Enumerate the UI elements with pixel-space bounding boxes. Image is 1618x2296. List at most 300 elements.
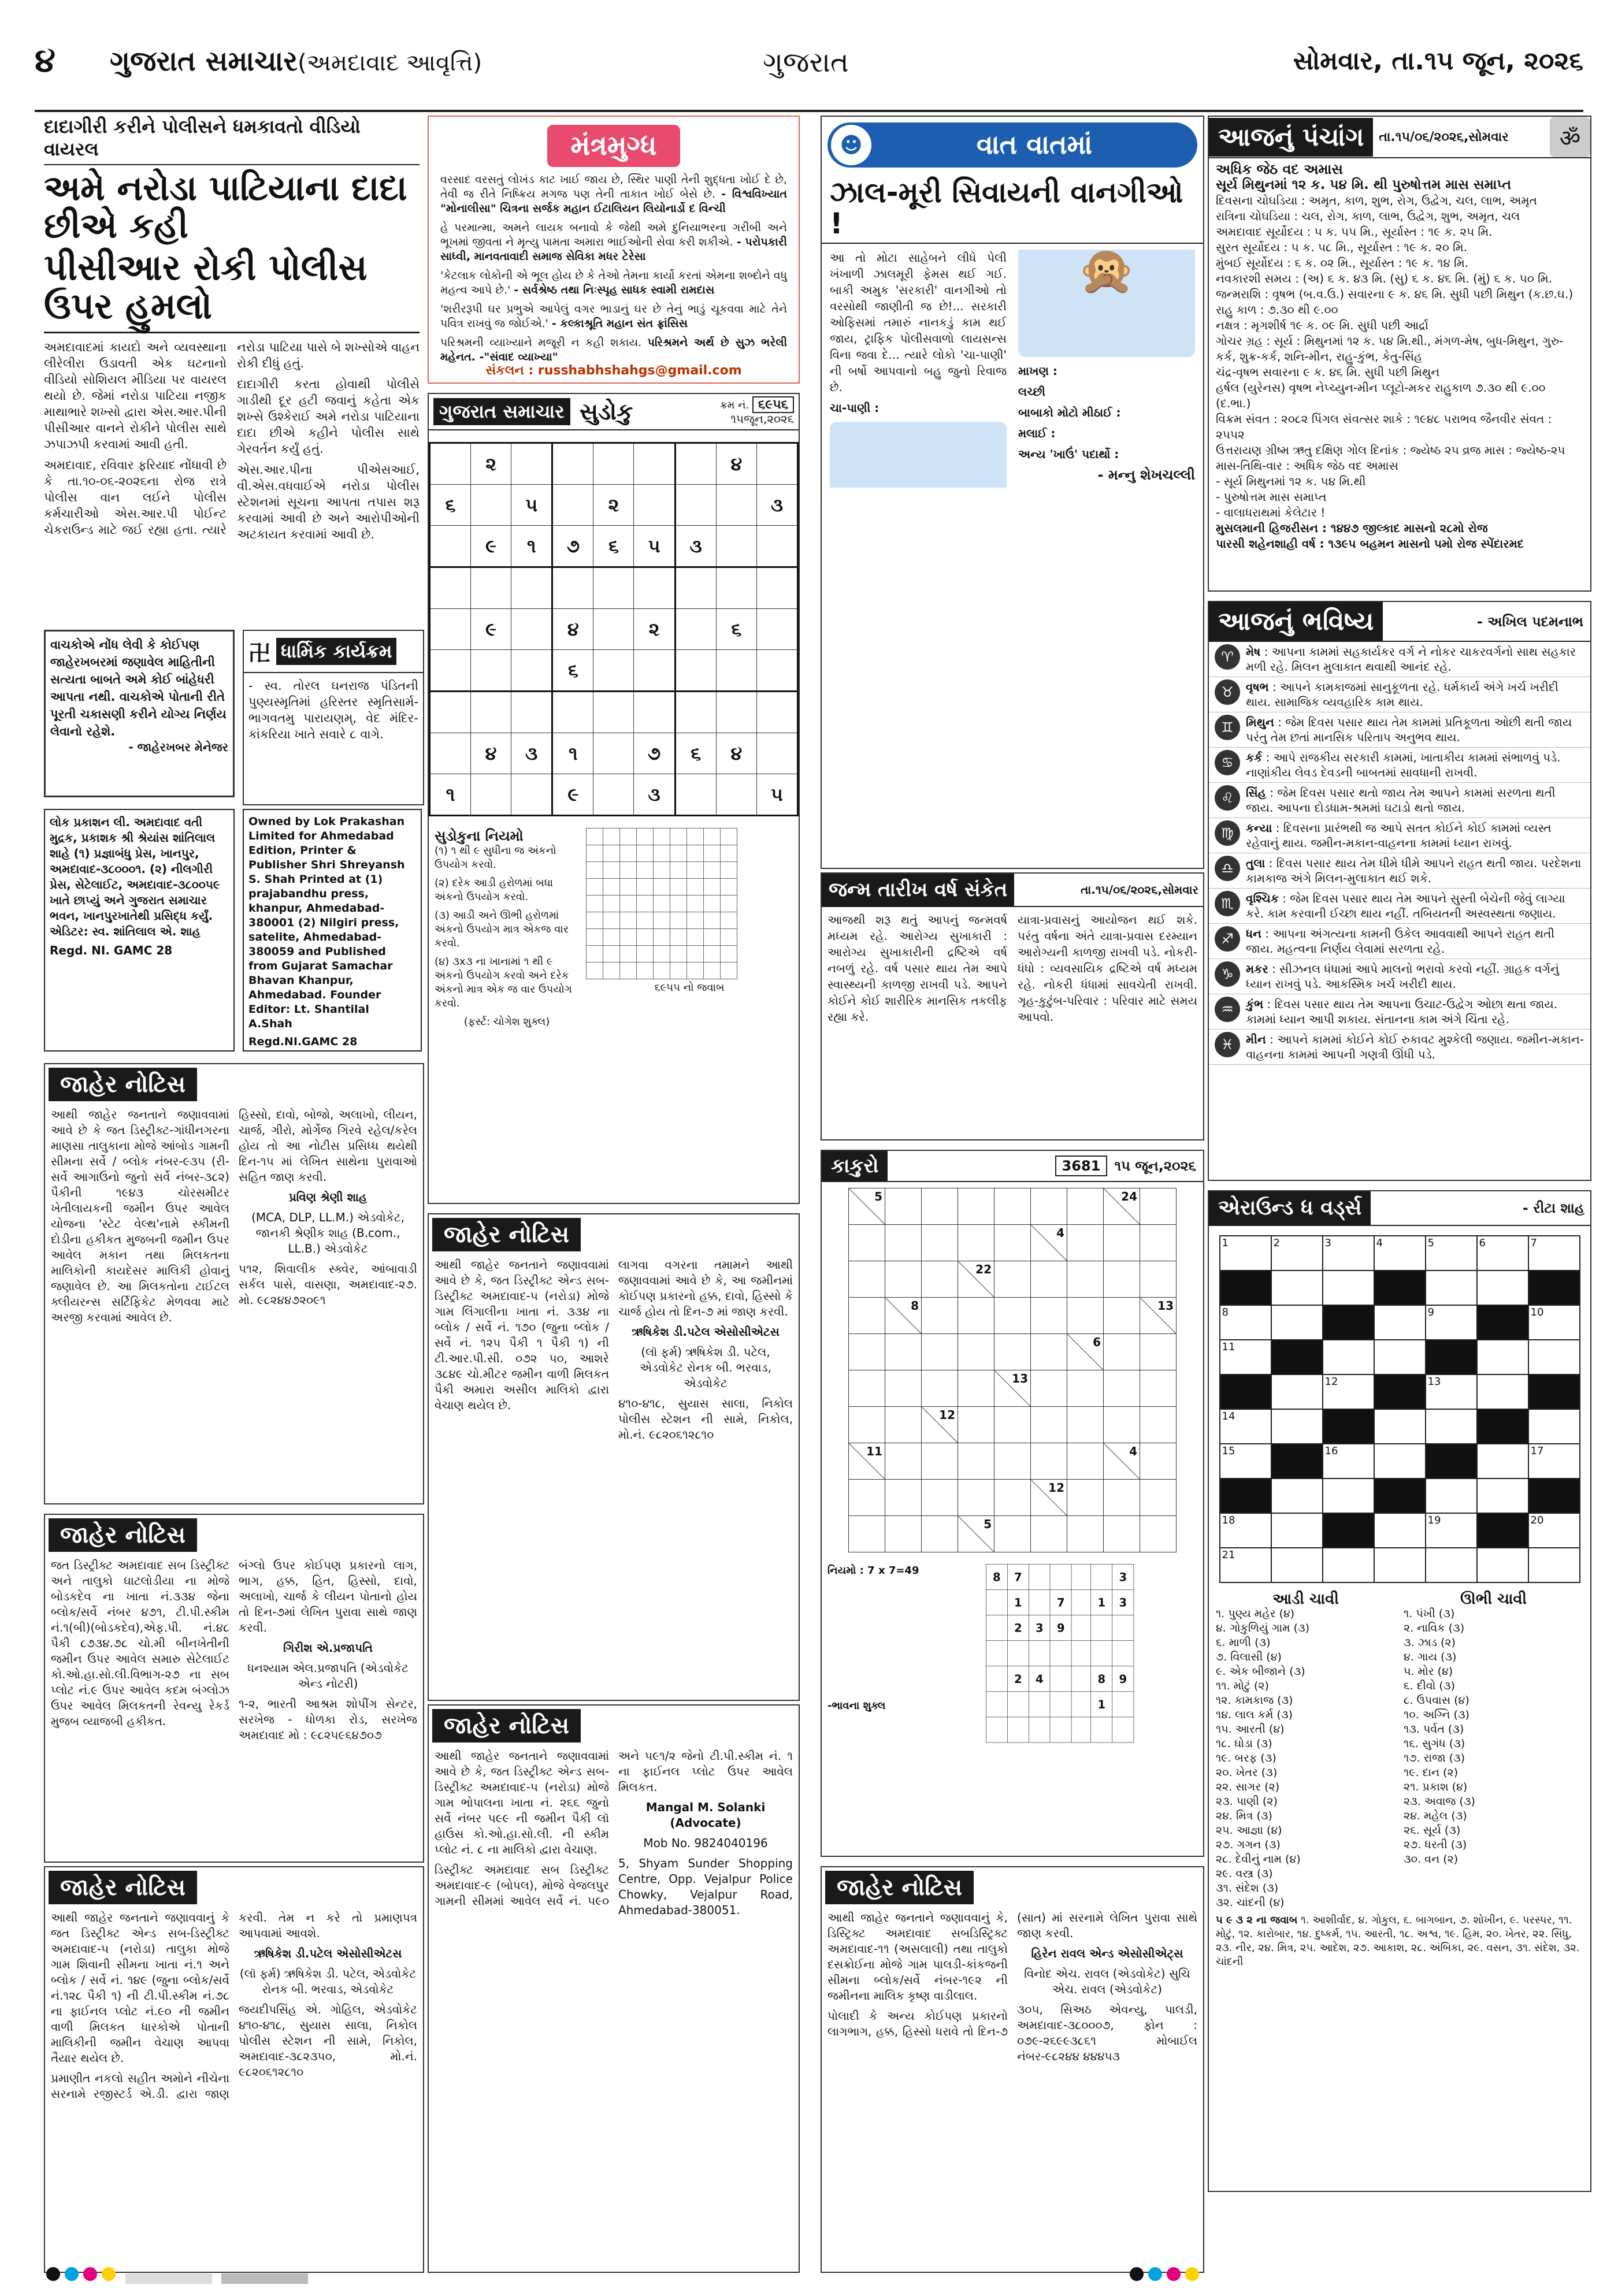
down-clue: ૧૬. સુગંધ (૩) (1404, 1737, 1465, 1750)
crossword-cell[interactable] (1528, 1340, 1580, 1374)
kakuro-cell[interactable] (1140, 1480, 1177, 1516)
sudoku-cell[interactable]: ૫ (634, 526, 675, 567)
answer-cell (587, 963, 603, 979)
kakuro-cell[interactable] (1104, 1334, 1140, 1370)
kakuro-answer-cell (1050, 1641, 1071, 1666)
kakuro-cell[interactable] (849, 1370, 885, 1407)
crossword-cell[interactable] (1374, 1340, 1426, 1374)
crossword-cell[interactable] (1477, 1340, 1528, 1374)
kakuro-cell[interactable] (1031, 1370, 1067, 1407)
sudoku-cell[interactable] (552, 692, 593, 733)
registration-marks (44, 2267, 1593, 2284)
kakuro-cell[interactable] (1067, 1516, 1104, 1552)
sudoku-cell[interactable] (716, 692, 756, 733)
kakuro-cell[interactable] (849, 1407, 885, 1443)
sudoku-cell[interactable] (511, 692, 552, 733)
kakuro-cell[interactable] (885, 1334, 922, 1370)
sudoku-cell[interactable] (511, 774, 552, 816)
kakuro-answer-cell: 2 (1007, 1615, 1029, 1641)
sudoku-grid[interactable] (429, 442, 799, 816)
sudoku-cell[interactable]: ૪ (552, 609, 593, 650)
kakuro-cell[interactable] (994, 1334, 1031, 1370)
kakuro-cell[interactable] (994, 1298, 1031, 1334)
kakuro-answer-cell (986, 1717, 1007, 1743)
crossword-cell[interactable] (1374, 1409, 1426, 1444)
kakuro-cell[interactable] (849, 1516, 885, 1552)
public-notice (428, 1704, 800, 2273)
answer-cell (603, 912, 620, 929)
crossword-cell[interactable] (1374, 1236, 1426, 1270)
notice-body: આથી જાહેર જનતાને જણાવવામાં આવે છે કે, જત ડિસ્ટ્રીક્ટ એન્ડ સબ-ડિસ્ટ્રીક્ટ અમદાવાદ-૫ (નરોડા) મોજે ગામ લિંગાલીના ખાતા નં. ૩૩૪ ના બ્લોક / સર્વે નં. ૧૭૦ (જુના બ્લોક / સર્વે નં. ૧૨૫ પૈકી ૧ પૈકી ૧) ની ટી.આર.પી.સી. ૦૭૨ ૫૦, આશરે ૩૮૪૯ ચો.મીટર જમીન વાળી મિલકત પૈકી અમારા અસીલ માલિકો દ્વારા વેચાણ થયેલ છે. લાગવા વગરના તમામને આથી જણાવવામાં આવે છે કે, આ જમીનમાં કોઈપણ પ્રકારનો હક્ક, દાવો, હિસ્સો કે ચાર્જ હોય તો દિન-૭ માં જાણ કરવી. ઋષિકેશ ડી.પટેલ એસોસીએટસ (લૉ ફર્મ) ઋષિકેશ ડી. પટેલ, એડવોકેટ રોનક બી. ભરવાડ, એડવોકેટ ૪૧૦-૪૧૮, સુયાસ સાલા, નિકોલ પોલીસ સ્ટેશન ની સામે, નિકોલ, મો.નં. ૯૮૨૦૬૧૨૮૧૦ (435, 1258, 793, 1441)
sudoku-cell[interactable] (430, 692, 471, 733)
crossword-cell[interactable] (1528, 1305, 1580, 1340)
answer-cell (687, 963, 704, 979)
kakuro-cell[interactable] (849, 1298, 885, 1334)
kakuro-clue-number: 13 (1157, 1299, 1174, 1313)
sudoku-answer-grid (586, 828, 737, 979)
crossword-cell[interactable] (1528, 1444, 1580, 1478)
sudoku-cell[interactable] (675, 485, 716, 526)
kakuro-cell[interactable] (994, 1188, 1031, 1225)
sudoku-cell[interactable] (593, 650, 634, 692)
kakuro-answer-cell (986, 1615, 1007, 1641)
edition: (અમદાવાદ આવૃત્તિ) (298, 50, 483, 76)
crossword-cell[interactable] (1374, 1548, 1426, 1582)
kakuro-cell[interactable] (885, 1516, 922, 1552)
crossword-cell[interactable] (1220, 1340, 1271, 1374)
kakuro-clue-number: 13 (1012, 1372, 1028, 1385)
sudoku-cell[interactable]: ૩ (675, 526, 716, 567)
crossword-block (1477, 1409, 1528, 1444)
crossword-title: એરાઉન્ડ ધ વર્ડ્સ (1209, 1191, 1371, 1225)
sudoku-cell[interactable]: ૭ (552, 526, 593, 567)
sudoku-cell[interactable] (675, 567, 716, 609)
crossword-cell[interactable] (1426, 1374, 1477, 1409)
reader-notice (44, 630, 235, 797)
sudoku-cell[interactable] (675, 443, 716, 485)
sudoku-cell[interactable]: ૫ (511, 485, 552, 526)
kakuro-answer-cell (1112, 1692, 1134, 1717)
kakuro-cell[interactable] (922, 1298, 958, 1334)
sudoku-cell[interactable] (634, 567, 675, 609)
kakuro-answer-cell (1091, 1717, 1112, 1743)
kakuro-cell[interactable] (885, 1443, 922, 1480)
crossword-cell[interactable] (1528, 1548, 1580, 1582)
sudoku-cell[interactable] (552, 567, 593, 609)
answer-cell (721, 929, 737, 946)
crossword-cell[interactable] (1374, 1305, 1426, 1340)
sudoku-cell[interactable]: ૧ (552, 733, 593, 774)
sudoku-cell[interactable] (593, 733, 634, 774)
crossword-cell[interactable] (1426, 1270, 1477, 1305)
crossword-cell[interactable] (1426, 1478, 1477, 1513)
sudoku-cell[interactable] (471, 692, 511, 733)
kakuro-cell[interactable] (885, 1407, 922, 1443)
crossword-cell[interactable] (1220, 1513, 1271, 1548)
crossword-cell[interactable] (1528, 1236, 1580, 1270)
quote: હે પરમાત્મા, અમને લાયક બનાવો કે જેથી અમે દુનિયાભરના ગરીબી અને ભૂખમાં જીવતા ને મૃત્યુ પામતા અમારા ભાઈઓની સેવા કરી શકીએ. - પરોપકારી સાધ્વી, માનવતાવાદી સમાજ સેવિકા મધર ટેરેસા (440, 221, 787, 263)
janma-date: તા.૧૫/૦૬/૨૦૨૬,સોમવાર (1081, 883, 1198, 897)
kakuro-cell[interactable] (1067, 1443, 1104, 1480)
sudoku-cell[interactable]: ૬ (430, 485, 471, 526)
public-notice (44, 1063, 424, 1504)
sudoku-cell[interactable]: ૬ (552, 650, 593, 692)
answer-cell (587, 896, 603, 912)
sudoku-cell[interactable] (593, 443, 634, 485)
notice-title: જાહેર નોટિસ (825, 1871, 974, 1904)
kakuro-clue (1031, 1225, 1067, 1261)
kakuro-cell[interactable] (1104, 1370, 1140, 1407)
sudoku-cell[interactable] (756, 733, 797, 774)
sudoku-cell[interactable] (430, 526, 471, 567)
kakuro-answer-cell (1071, 1717, 1091, 1743)
answer-cell (721, 912, 737, 929)
kakuro-answer-cell (1029, 1564, 1050, 1589)
sudoku-cell[interactable] (675, 692, 716, 733)
crossword-cell[interactable] (1323, 1270, 1374, 1305)
kakuro-cell[interactable] (1067, 1480, 1104, 1516)
kakuro-cell[interactable] (922, 1480, 958, 1516)
sudoku-cell[interactable] (430, 609, 471, 650)
kakuro-cell[interactable] (885, 1480, 922, 1516)
answer-cell (721, 963, 737, 979)
sudoku-cell[interactable]: ૨ (471, 443, 511, 485)
crossword-cell[interactable] (1323, 1548, 1374, 1582)
answer-cell (654, 929, 670, 946)
sudoku-cell[interactable] (675, 650, 716, 692)
kakuro-cell[interactable] (922, 1443, 958, 1480)
down-clues (1404, 1607, 1583, 1867)
sudoku-cell[interactable]: ૭ (634, 733, 675, 774)
sudoku-cell[interactable]: ૧ (511, 526, 552, 567)
sudoku-cell[interactable]: ૩ (634, 774, 675, 816)
kakuro-cell[interactable] (1140, 1225, 1177, 1261)
answer-cell (654, 862, 670, 879)
sudoku-cell[interactable]: ૩ (511, 733, 552, 774)
crossword-cell[interactable] (1374, 1513, 1426, 1548)
sudoku-cell[interactable] (756, 443, 797, 485)
kakuro-cell[interactable] (849, 1334, 885, 1370)
kakuro-cell[interactable] (994, 1480, 1031, 1516)
sudoku-cell[interactable]: ૨ (593, 485, 634, 526)
rashi-list (1209, 642, 1590, 1173)
crossword-cell[interactable] (1271, 1236, 1323, 1270)
kakuro-answer-cell: 3 (1029, 1615, 1050, 1641)
answer-cell (654, 946, 670, 963)
kakuro-box (821, 1150, 1204, 1857)
sudoku-cell[interactable]: ૪ (716, 443, 756, 485)
kakuro-cell[interactable] (922, 1370, 958, 1407)
crossword-cell[interactable] (1426, 1548, 1477, 1582)
kakuro-cell[interactable] (1067, 1407, 1104, 1443)
taurus-icon: ♉ (1215, 679, 1240, 705)
sudoku-cell[interactable] (511, 650, 552, 692)
kakuro-cell[interactable] (994, 1443, 1031, 1480)
kakuro-cell[interactable] (1031, 1261, 1067, 1298)
kakuro-cell[interactable] (1031, 1298, 1067, 1334)
kakuro-cell[interactable] (1031, 1443, 1067, 1480)
crossword-cell[interactable] (1426, 1409, 1477, 1444)
sudoku-cell[interactable]: ૪ (471, 733, 511, 774)
sudoku-cell[interactable] (430, 733, 471, 774)
sudoku-cell[interactable] (716, 485, 756, 526)
kakuro-answer-cell: 9 (1112, 1666, 1134, 1692)
crossword-cell[interactable] (1220, 1548, 1271, 1582)
kakuro-cell[interactable] (958, 1443, 994, 1480)
crossword-cell[interactable] (1323, 1340, 1374, 1374)
kakuro-cell[interactable] (922, 1188, 958, 1225)
crossword-cell[interactable] (1271, 1548, 1323, 1582)
kakuro-grid[interactable] (848, 1188, 1177, 1552)
answer-cell (654, 879, 670, 896)
crossword-cell[interactable] (1477, 1478, 1528, 1513)
sudoku-cell[interactable] (675, 774, 716, 816)
kakuro-cell[interactable] (1031, 1334, 1067, 1370)
kakuro-cell[interactable] (958, 1407, 994, 1443)
kakuro-cell[interactable] (1104, 1261, 1140, 1298)
kakuro-cell[interactable] (1031, 1407, 1067, 1443)
dharmik-text: - સ્વ. તોરલ ઘનરાજ પંડિતની પુણ્યસ્મૃતિમાં હરિસ્તર સ્મૃતિસાર્મ-ભાગવતમુ પારાયણમ્, વેદ મંદિર-કાંકરિયા ખાતે સવારે ૮ વાગે. (248, 679, 418, 741)
kakuro-cell[interactable] (1067, 1225, 1104, 1261)
crossword-cell[interactable] (1220, 1236, 1271, 1270)
kakuro-clue (849, 1443, 885, 1480)
crossword-cell[interactable] (1323, 1478, 1374, 1513)
kakuro-cell[interactable] (849, 1225, 885, 1261)
kakuro-cell[interactable] (994, 1407, 1031, 1443)
crossword-cell[interactable] (1323, 1444, 1374, 1478)
kakuro-cell[interactable] (1104, 1516, 1140, 1552)
kakuro-cell[interactable] (994, 1225, 1031, 1261)
kakuro-cell[interactable] (994, 1261, 1031, 1298)
kakuro-cell[interactable] (1104, 1225, 1140, 1261)
crossword-block (1323, 1513, 1374, 1548)
answer-cell (670, 862, 687, 879)
sudoku-cell[interactable]: ૯ (471, 526, 511, 567)
quote: વરસાદ વરસતું લોખંડ કાટ ખાઈ જાય છે, સ્થિર પાણી તેની શુદ્ધતા ખોઈ દે છે, તેવી જ રીતે નિષ્ક્રિય મગજ પણ તેની તાકાત ખોઈ બેસે છે. - વિશ્વવિખ્યાત "મોનાલીસા" ચિત્રના સર્જક મહાન ઈટાલિયન લિયોનાર્ડો દ વિન્ચી (440, 173, 787, 215)
crossword-cell[interactable] (1426, 1305, 1477, 1340)
answer-cell (670, 896, 687, 912)
kakuro-answer-cell (1091, 1641, 1112, 1666)
sudoku-cell[interactable] (756, 526, 797, 567)
sudoku-cell[interactable] (552, 443, 593, 485)
sudoku-cell[interactable] (716, 650, 756, 692)
sudoku-cell[interactable]: ૬ (675, 733, 716, 774)
kakuro-clue (958, 1261, 994, 1298)
crossword-cell[interactable] (1220, 1444, 1271, 1478)
across-clue: ૩૨. ચાંદની (૪) (1216, 1896, 1285, 1909)
kakuro-cell[interactable] (922, 1334, 958, 1370)
sudoku-rules-title: સુડોકુના નિયમો (435, 828, 524, 844)
kakuro-cell[interactable] (1140, 1443, 1177, 1480)
kakuro-cell[interactable] (1031, 1516, 1067, 1552)
cw-number: 14 (1222, 1410, 1235, 1422)
crossword-cell[interactable] (1426, 1236, 1477, 1270)
kakuro-cell[interactable] (1067, 1298, 1104, 1334)
cartoon-figure: 🙊 (830, 250, 1195, 488)
sudoku-cell[interactable] (593, 774, 634, 816)
crossword-cell[interactable] (1271, 1270, 1323, 1305)
crossword-cell[interactable] (1220, 1305, 1271, 1340)
kakuro-cell[interactable] (885, 1370, 922, 1407)
crossword-cell[interactable] (1323, 1236, 1374, 1270)
sudoku-cell[interactable] (471, 485, 511, 526)
crossword-block (1271, 1444, 1323, 1478)
sudoku-cell[interactable]: ૩ (756, 485, 797, 526)
sudoku-cell[interactable]: ૨ (634, 609, 675, 650)
crossword-cell[interactable] (1528, 1409, 1580, 1444)
sudoku-cell[interactable] (593, 609, 634, 650)
kakuro-cell[interactable] (922, 1225, 958, 1261)
crossword-cell[interactable] (1477, 1548, 1528, 1582)
kakuro-cell[interactable] (922, 1261, 958, 1298)
sudoku-cell[interactable] (552, 485, 593, 526)
sudoku-cell[interactable] (471, 650, 511, 692)
sudoku-cell[interactable]: ૬ (716, 609, 756, 650)
kakuro-cell[interactable] (922, 1516, 958, 1552)
sudoku-cell[interactable]: ૧ (430, 774, 471, 816)
sudoku-cell[interactable] (511, 609, 552, 650)
sudoku-cell[interactable] (634, 443, 675, 485)
kakuro-cell[interactable] (1140, 1516, 1177, 1552)
kakuro-cell[interactable] (1104, 1407, 1140, 1443)
across-clue: ૪. ગોકુળિયું ગામ (૩) (1216, 1622, 1310, 1634)
kakuro-answer-cell: 8 (1091, 1666, 1112, 1692)
sudoku-cell[interactable] (593, 692, 634, 733)
kakuro-answer-cell: 2 (1007, 1666, 1029, 1692)
sudoku-cell[interactable] (634, 485, 675, 526)
answer-cell (687, 896, 704, 912)
sudoku-cell[interactable] (634, 650, 675, 692)
crossword-by: - રીટા શાહ (1522, 1200, 1584, 1216)
cw-number: 5 (1427, 1237, 1434, 1249)
kakuro-cell[interactable] (1140, 1370, 1177, 1407)
kakuro-cell[interactable] (1140, 1261, 1177, 1298)
kakuro-cell[interactable] (958, 1298, 994, 1334)
sudoku-cell[interactable] (756, 692, 797, 733)
sudoku-cell[interactable] (716, 526, 756, 567)
crossword-cell[interactable] (1374, 1444, 1426, 1478)
sudoku-cell[interactable] (716, 567, 756, 609)
kakuro-answer-cell (1071, 1692, 1091, 1717)
sudoku-cell[interactable]: ૯ (552, 774, 593, 816)
crossword-cell[interactable] (1271, 1305, 1323, 1340)
crossword-cell[interactable] (1477, 1444, 1528, 1478)
kakuro-cell[interactable] (1067, 1188, 1104, 1225)
sudoku-date: ૧૫જૂન,૨૦૨૬ (730, 412, 794, 426)
kakuro-answer-cell: 3 (1112, 1564, 1134, 1589)
sudoku-cell[interactable] (430, 650, 471, 692)
sudoku-cell[interactable] (511, 567, 552, 609)
kakuro-cell[interactable] (849, 1480, 885, 1516)
answer-cell (637, 946, 654, 963)
sudoku-cell[interactable] (756, 567, 797, 609)
kakuro-cell[interactable] (1140, 1334, 1177, 1370)
sudoku-cell[interactable]: ૪ (716, 733, 756, 774)
kakuro-cell[interactable] (958, 1480, 994, 1516)
imprint-eng: Owned by Lok Prakashan Limited for Ahmedabad Edition, Printer & Publisher Shri Shreyansh S. Shah Printed at (1) prajabandhu press, khanpur, Ahmedabad-380001 (2) Nilgiri press, satelite, Ahmedabad- 380059 and Published from Gujarat Samachar Bhavan Khanpur, Ahmedabad. Founder Editor: Lt. Shantilal A.Shah Regd.NI.GAMC 28 (243, 809, 422, 1052)
cw-number: 3 (1324, 1237, 1331, 1249)
sudoku-cell[interactable] (511, 443, 552, 485)
sudoku-cell[interactable] (675, 609, 716, 650)
kakuro-cell[interactable] (885, 1225, 922, 1261)
answer-cell (704, 829, 721, 845)
kakuro-clue-number: 22 (975, 1262, 992, 1276)
sudoku-cell[interactable] (430, 443, 471, 485)
kakuro-cell[interactable] (958, 1370, 994, 1407)
kakuro-answer-cell: 9 (1050, 1615, 1071, 1641)
kakuro-answer-cell (986, 1666, 1007, 1692)
crossword-cell[interactable] (1426, 1513, 1477, 1548)
kakuro-cell[interactable] (1104, 1298, 1140, 1334)
kakuro-cell[interactable] (849, 1261, 885, 1298)
crossword-cell[interactable] (1271, 1374, 1323, 1409)
crossword-cell[interactable] (1477, 1374, 1528, 1409)
answer-cell (721, 862, 737, 879)
crossword-cell[interactable] (1477, 1270, 1528, 1305)
cw-number: 20 (1530, 1514, 1544, 1526)
kakuro-cell[interactable] (958, 1334, 994, 1370)
crossword-cell[interactable] (1271, 1478, 1323, 1513)
kakuro-cell[interactable] (1140, 1188, 1177, 1225)
sudoku-cell[interactable] (471, 774, 511, 816)
reader-notice-by: - જાહેરખબર મેનેજર (128, 740, 228, 754)
kakuro-cell[interactable] (885, 1188, 922, 1225)
crossword-block (1426, 1444, 1477, 1478)
kakuro-answer-cell: 1 (1091, 1589, 1112, 1615)
crossword-cell[interactable] (1323, 1374, 1374, 1409)
answer-cell (587, 829, 603, 845)
vat-subhead: લચ્છી (1018, 385, 1046, 399)
crossword-cell[interactable] (1220, 1409, 1271, 1444)
kakuro-cell[interactable] (1067, 1370, 1104, 1407)
sudoku-cell[interactable]: ૫ (756, 774, 797, 816)
kakuro-date: ૧૫ જૂન,૨૦૨૬ (1114, 1158, 1196, 1174)
across-clue: ૨૫. આજ્ઞા (૪) (1216, 1824, 1282, 1837)
kakuro-answer-cell (1071, 1666, 1091, 1692)
sudoku-cell[interactable] (430, 567, 471, 609)
kakuro-cell[interactable] (1031, 1188, 1067, 1225)
public-notice (428, 1213, 800, 1701)
sudoku-cell[interactable] (471, 567, 511, 609)
sudoku-cell[interactable] (634, 692, 675, 733)
sudoku-cell[interactable] (756, 650, 797, 692)
sudoku-cell[interactable] (756, 609, 797, 650)
kakuro-cell[interactable] (1104, 1480, 1140, 1516)
kakuro-cell[interactable] (994, 1516, 1031, 1552)
crossword-grid[interactable] (1219, 1235, 1580, 1583)
sudoku-cell[interactable]: ૬ (593, 526, 634, 567)
answer-cell (587, 845, 603, 862)
down-clue: ૨૧. પ્રકાશ (૪) (1404, 1781, 1468, 1793)
kakuro-clue (1140, 1298, 1177, 1334)
kakuro-answer-cell (1071, 1589, 1091, 1615)
sudoku-cell[interactable] (593, 567, 634, 609)
sudoku-cell[interactable]: ૯ (471, 609, 511, 650)
kakuro-cell[interactable] (885, 1261, 922, 1298)
sagittarius-icon: ♐ (1215, 926, 1240, 952)
kakuro-answer-grid (986, 1564, 1134, 1743)
sudoku-cell[interactable] (716, 774, 756, 816)
crossword-cell[interactable] (1271, 1513, 1323, 1548)
kakuro-cell[interactable] (1140, 1407, 1177, 1443)
kakuro-cell[interactable] (958, 1188, 994, 1225)
kakuro-cell[interactable] (958, 1225, 994, 1261)
crossword-cell[interactable] (1528, 1513, 1580, 1548)
kakuro-cell[interactable] (1067, 1261, 1104, 1298)
crossword-cell[interactable] (1271, 1409, 1323, 1444)
aquarius-icon: ♒ (1215, 997, 1240, 1022)
crossword-cell[interactable] (1477, 1236, 1528, 1270)
